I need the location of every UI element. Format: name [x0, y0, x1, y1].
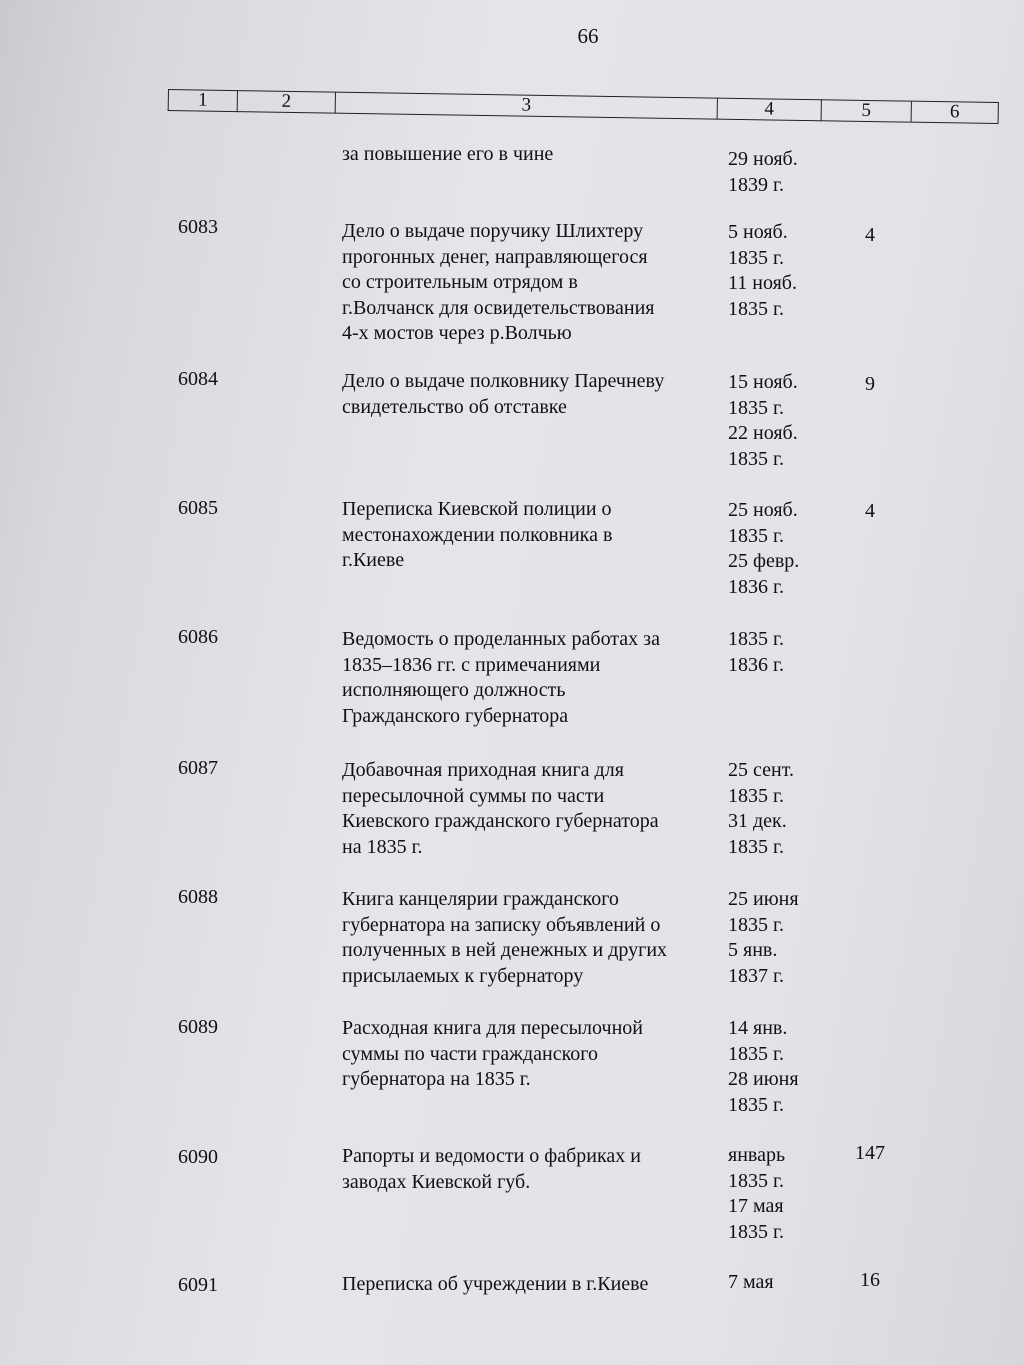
entry-number: 6084: [178, 368, 218, 390]
entry-number: 6089: [178, 1016, 218, 1038]
date-line: 1835 г.: [728, 628, 784, 650]
table-header-row: [167, 89, 998, 134]
header-col-2: 2: [237, 90, 335, 114]
description-line: Переписка об учреждении в г.Киеве: [342, 1273, 649, 1295]
entry-description: [342, 219, 714, 347]
entry-dates: [728, 147, 798, 198]
date-line: 17 мая: [728, 1195, 784, 1217]
entry-description: [342, 497, 714, 574]
date-line: 7 мая: [728, 1271, 774, 1293]
header-col-5: 5: [821, 99, 911, 122]
entry-description: [342, 887, 714, 989]
description-line: за повышение его в чине: [342, 143, 554, 165]
date-line: 1835 г.: [728, 524, 784, 547]
description-line: местонахождении полковника в: [342, 523, 613, 546]
page-number: 66: [577, 24, 599, 48]
description-line: Книга канцелярии гражданского: [342, 888, 619, 910]
description-line: со строительным отрядом в: [342, 271, 578, 293]
entry-dates: [728, 1016, 799, 1118]
description-line: г.Волчанск для освидетельствования: [342, 296, 655, 319]
description-line: на 1835 г.: [342, 835, 423, 858]
date-line: 1835 г.: [728, 913, 784, 936]
date-line: 1835 г.: [728, 784, 784, 807]
entry-dates: [728, 220, 797, 322]
entry-sheets: 147: [855, 1142, 885, 1164]
entry-description: [342, 1016, 714, 1093]
entry-dates: [728, 1270, 774, 1296]
date-line: 1835 г.: [728, 1093, 784, 1116]
date-line: 1835 г.: [728, 1169, 784, 1192]
entry-number: 6086: [178, 626, 218, 648]
header-col-6: 6: [911, 101, 999, 124]
description-line: губернатора на 1835 г.: [342, 1068, 531, 1090]
description-line: заводах Киевской губ.: [342, 1170, 531, 1193]
description-line: пересылочной суммы по части: [342, 784, 605, 807]
description-line: 1835–1836 гг. с примечаниями: [342, 653, 601, 676]
entry-dates: [728, 370, 798, 472]
date-line: 5 нояб.: [728, 221, 788, 243]
entry-dates: [728, 1143, 785, 1245]
date-line: 25 июня: [728, 888, 799, 910]
date-line: 15 нояб.: [728, 371, 798, 393]
description-line: суммы по части гражданского: [342, 1042, 598, 1065]
entry-number: 6091: [178, 1274, 218, 1296]
entry-description: [342, 1272, 714, 1298]
description-line: г.Киеве: [342, 549, 405, 571]
entry-number: 6090: [178, 1146, 218, 1168]
date-line: 25 нояб.: [728, 499, 798, 521]
date-line: 1839 г.: [728, 173, 784, 196]
date-line: 22 нояб.: [728, 422, 798, 444]
date-line: 5 янв.: [728, 939, 778, 961]
entry-description: [342, 369, 714, 420]
description-line: Переписка Киевской полиции о: [342, 498, 612, 520]
date-line: 1835 г.: [728, 1220, 784, 1243]
date-line: 29 нояб.: [728, 148, 798, 170]
date-line: 1836 г.: [728, 575, 784, 598]
description-line: Добавочная приходная книга для: [342, 759, 624, 781]
entry-dates: [728, 498, 799, 600]
entry-sheets: 4: [865, 500, 875, 522]
date-line: 25 сент.: [728, 759, 794, 781]
entry-number: 6085: [178, 497, 218, 519]
entry-dates: [728, 887, 799, 989]
description-line: Дело о выдаче полковнику Паречневу: [342, 370, 665, 392]
header-col-4: 4: [717, 98, 821, 122]
date-line: январь: [728, 1144, 786, 1166]
date-line: 31 дек.: [728, 810, 787, 832]
description-line: Рапорты и ведомости о фабриках и: [342, 1145, 641, 1167]
entry-dates: [728, 627, 784, 678]
entry-number: 6088: [178, 886, 218, 908]
description-line: Гражданского губернатора: [342, 704, 569, 727]
date-line: 1836 г.: [728, 653, 784, 676]
description-line: свидетельство об отставке: [342, 395, 567, 418]
description-line: 4-х мостов через р.Волчью: [342, 322, 572, 344]
date-line: 1835 г.: [728, 1042, 784, 1065]
description-line: прогонных денег, направляющегося: [342, 245, 648, 268]
entry-sheets: 9: [865, 373, 875, 395]
header-col-1: 1: [168, 89, 237, 112]
entry-number: 6087: [178, 757, 218, 779]
date-line: 1835 г.: [728, 396, 784, 419]
description-line: полученных в ней денежных и других: [342, 939, 668, 961]
description-line: Ведомость о проделанных работах за: [342, 628, 660, 650]
date-line: 1837 г.: [728, 964, 784, 987]
description-line: Киевского гражданского губернатора: [342, 810, 659, 832]
entry-description: [342, 142, 714, 168]
date-line: 28 июня: [728, 1068, 799, 1090]
entry-description: [342, 1144, 714, 1195]
description-line: исполняющего должность: [342, 679, 566, 701]
date-line: 1835 г.: [728, 297, 784, 320]
header-col-3: 3: [335, 92, 717, 120]
description-line: Дело о выдаче поручику Шлихтеру: [342, 220, 644, 242]
description-line: присылаемых к губернатору: [342, 964, 584, 987]
date-line: 1835 г.: [728, 246, 784, 269]
entry-dates: [728, 758, 794, 860]
entry-sheets: 4: [865, 224, 875, 246]
date-line: 1835 г.: [728, 835, 784, 858]
date-line: 1835 г.: [728, 447, 784, 470]
entry-description: [342, 758, 714, 860]
date-line: 14 янв.: [728, 1017, 788, 1039]
date-line: 11 нояб.: [728, 272, 797, 294]
description-line: Расходная книга для пересылочной: [342, 1017, 643, 1039]
description-line: губернатора на записку объявлений о: [342, 913, 661, 936]
entry-sheets: 16: [860, 1269, 880, 1291]
entry-description: [342, 627, 714, 729]
entry-number: 6083: [178, 216, 218, 238]
date-line: 25 февр.: [728, 550, 800, 572]
